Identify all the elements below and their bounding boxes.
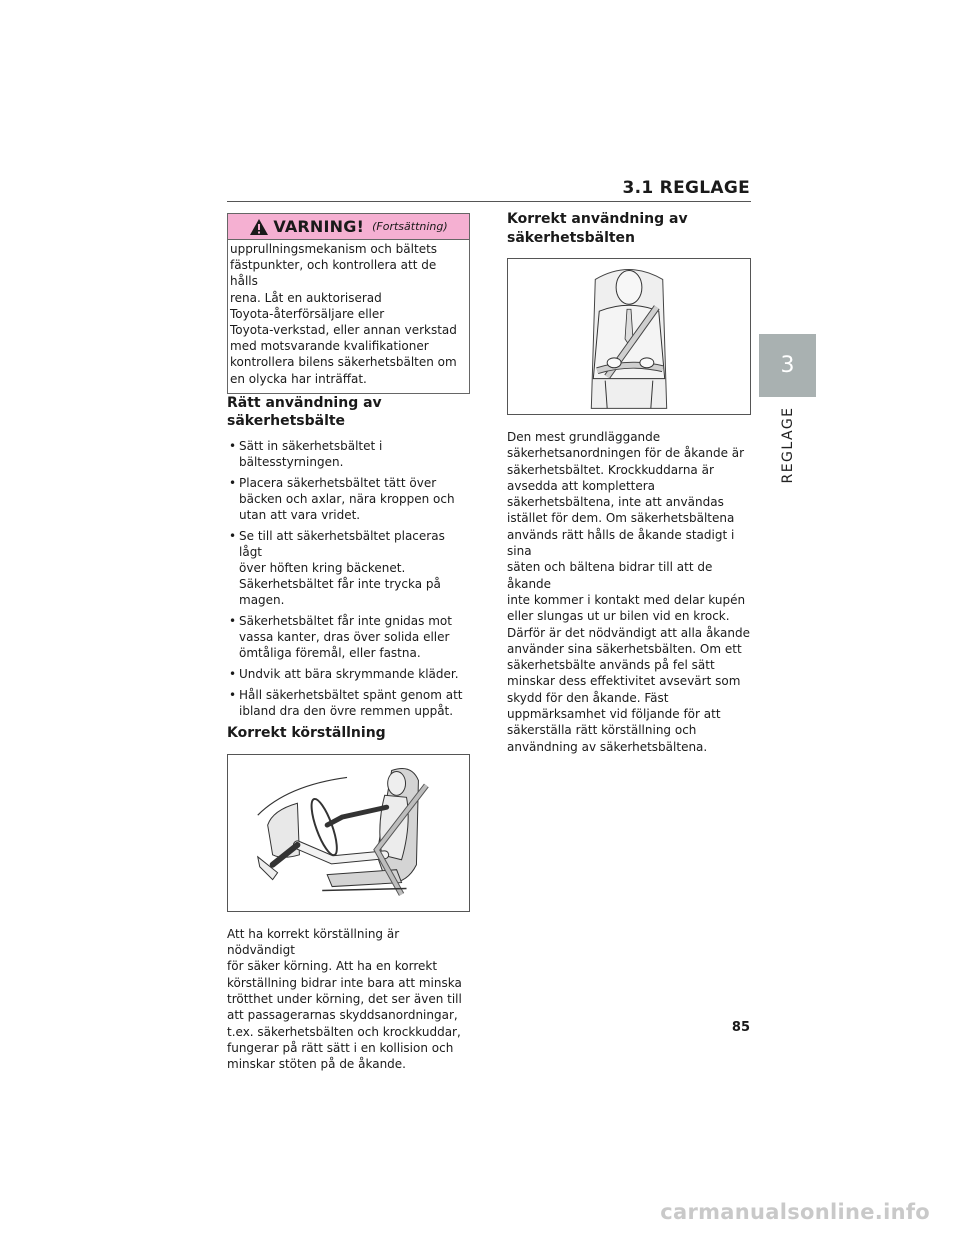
- page-number: 85: [731, 1020, 750, 1035]
- list-item: • Se till att säkerhetsbältet placeras lågt över höften kring bäckenet. Säkerhetsbältet får inte trycka på magen.: [229, 528, 445, 607]
- warning-title: VARNING!: [273, 217, 365, 236]
- list-item: • Placera säkerhetsbältet tätt över bäcken och axlar, nära kroppen och utan att vara vridet.: [229, 475, 455, 522]
- bullet-list: [227, 438, 470, 719]
- list-item: • Säkerhetsbältet får inte gnidas mot vassa kanter, dras över solida eller ömtåliga föremål, eller fastna.: [229, 613, 452, 660]
- driving-position-text: Att ha korrekt körställning är nödvändigt för säker körning. Att ha en korrekt körställning bidrar inte bara att minska trötthet under körning, det ser även till att passagerarnas skyddsanordningar, t.ex. säkerhetsbälten och krockkuddar, fungerar på rätt sätt i en kollision och minskar stöten på de åkande.: [227, 926, 462, 1072]
- warning-subtitle: (Fortsättning): [372, 220, 448, 233]
- warning-header: [228, 214, 469, 240]
- warning-box: [227, 213, 470, 394]
- list-item: • Sätt in säkerhetsbältet i bältesstyrningen.: [229, 438, 383, 469]
- header-divider: [227, 201, 751, 202]
- right-column: [507, 210, 751, 755]
- left-column: [227, 213, 470, 1073]
- belted-occupant-drawing: [508, 259, 750, 414]
- driver-seat-drawing: [228, 755, 469, 911]
- belt-use-text: Den mest grundläggande säkerhetsanordningen för de åkande är säkerhetsbältet. Krockkuddarna är avsedda att komplettera säkerhetsbältena, inte att användas istället för dem. Om säkerhetsbältena används rätt hålls de åkande stadigt i sina säten och bältena bidrar till att de åkande inte kommer i kontakt med delar kupén eller slungas ut ur bilen vid en krock. Därför är det nödvändigt att alla åkande använder sina säkerhetsbälten. Om ett säkerhetsbälte används på fel sätt minskar dess effektivitet avsevärt som skydd för den åkande. Fäst uppmärksamhet vid följande för att säkerställa rätt körställning och användning av säkerhetsbältena.: [507, 430, 750, 754]
- warning-text: upprullningsmekanism och bältets fästpunkter, och kontrollera att de hålls rena. Låt en auktoriserad Toyota-återförsäljare eller Toyota-verkstad, eller annan verkstad med motsvarande kvalifikationer kontrollera bilens säkerhetsbälten om en olycka har inträffat.: [230, 242, 457, 386]
- list-item: • Undvik att bära skrymmande kläder.: [229, 666, 459, 681]
- driving-position-illustration: [227, 754, 470, 912]
- chapter-tab-label-container: [778, 406, 798, 484]
- warning-triangle-icon: [249, 218, 269, 236]
- watermark[interactable]: carmanualsonline.info: [660, 1200, 930, 1224]
- list-item: • Håll säkerhetsbältet spänt genom att ibland dra den övre remmen uppåt.: [229, 687, 463, 718]
- section-heading-belt-use: Korrekt användning av säkerhetsbälten: [507, 211, 688, 246]
- section-heading-correct-use: Rätt användning av säkerhetsbälte: [227, 394, 382, 429]
- chapter-tab-label: REGLAGE: [780, 406, 796, 484]
- section-heading-driving-position: Korrekt körställning: [227, 724, 386, 741]
- chapter-tab-number[interactable]: 3: [759, 334, 816, 397]
- chapter-header: 3.1 REGLAGE: [622, 178, 750, 198]
- seatbelt-illustration: [507, 258, 751, 415]
